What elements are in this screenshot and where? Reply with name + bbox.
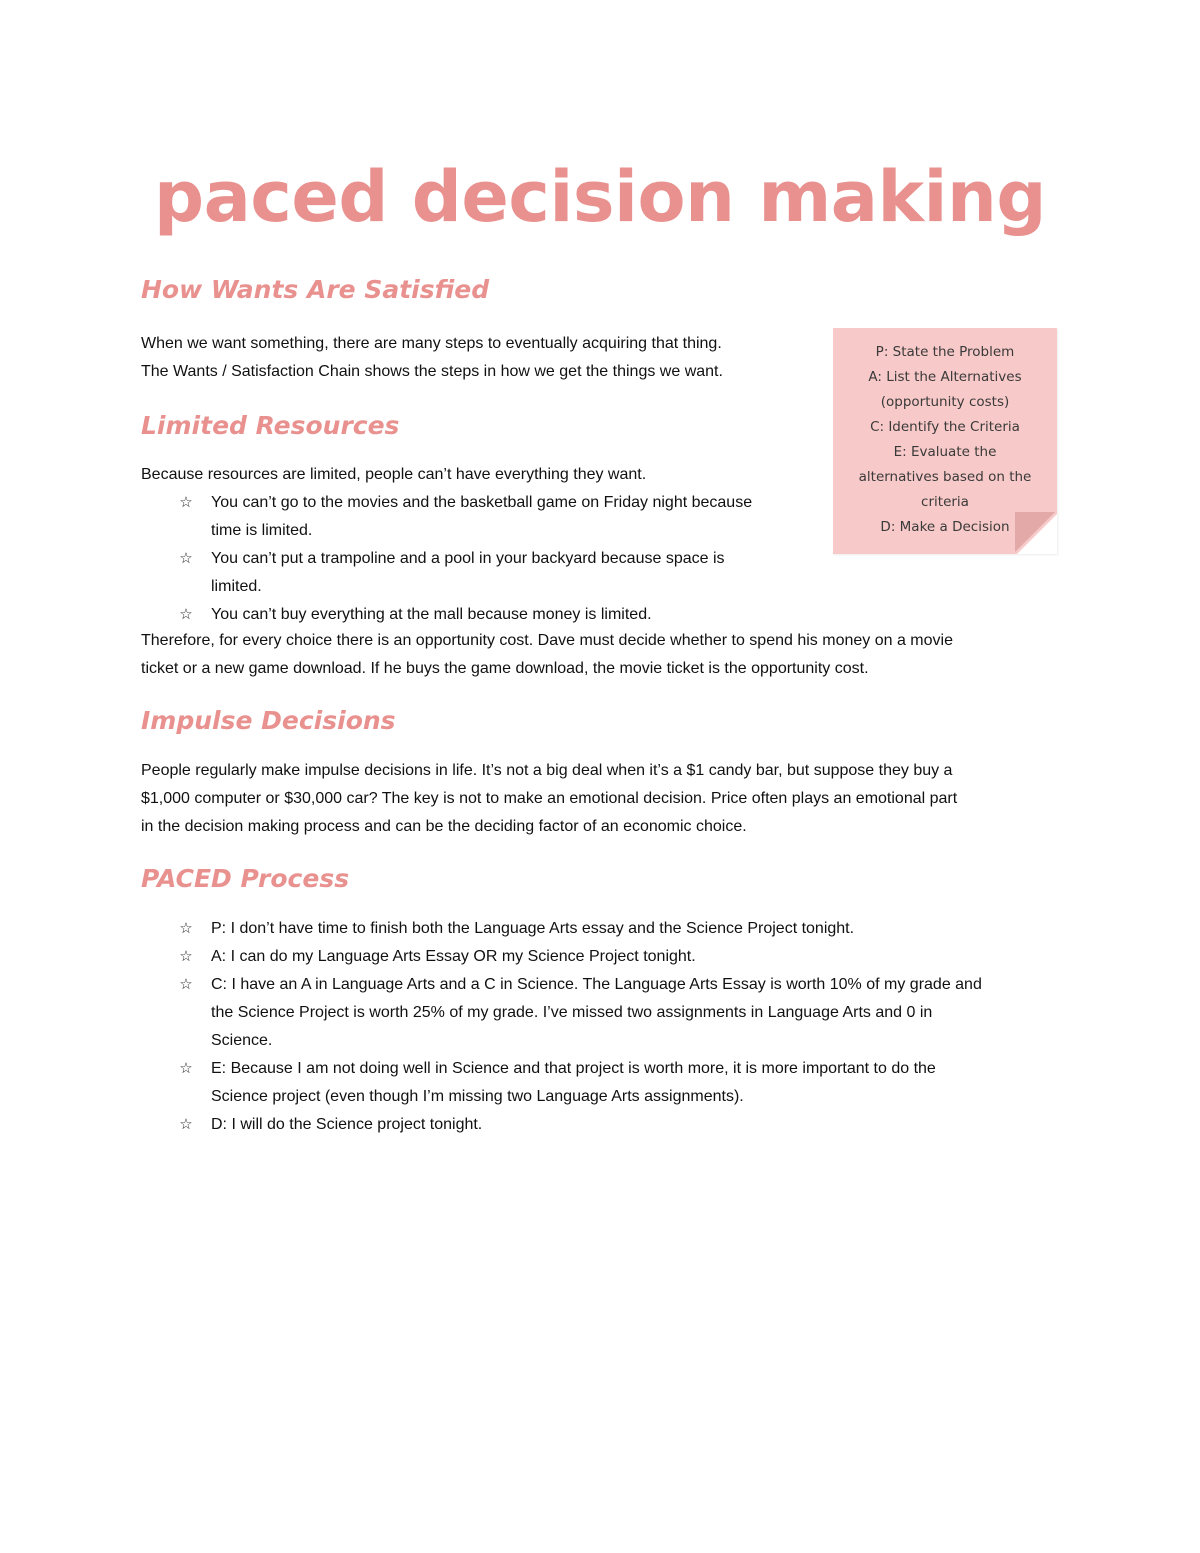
page-title: paced decision making — [154, 156, 1046, 238]
wants-line-1: When we want something, there are many steps to eventually acquiring that thing. — [141, 335, 722, 352]
star-outline-icon: ☆ — [179, 1060, 193, 1077]
limited-intro: Because resources are limited, people can’t have everything they want. — [141, 466, 647, 483]
star-outline-icon: ☆ — [179, 948, 193, 965]
note-line: alternatives based on the — [858, 469, 1032, 485]
paced-sticky-note — [833, 328, 1057, 554]
star-outline-icon: ☆ — [179, 920, 193, 937]
list-item: ☆ C: I have an A in Language Arts and a C in Science. The Language Arts Essay is worth 10% of my grade and the Science Project is worth 25% of my grade. I’ve missed two assignments in Language Arts and 0 in Science. — [141, 971, 1071, 1055]
heading-limited-resources: Limited Resources — [141, 411, 400, 440]
impulse-paragraph: People regularly make impulse decisions in life. It’s not a big deal when it’s a $1 candy bar, but suppose they buy a $1,000 computer or $30,000 car? The key is not to make an emotional decision. Price often plays an emotional part in the decision making process and can be the deciding factor of an economic choice. — [141, 762, 958, 835]
list-item: ☆ You can’t put a trampoline and a pool in your backyard because space is limited. — [141, 545, 841, 601]
note-line: criteria — [921, 494, 969, 510]
wants-line-2: The Wants / Satisfaction Chain shows the steps in how we get the things we want. — [141, 363, 723, 380]
list-item: ☆ D: I will do the Science project tonight. — [141, 1111, 1071, 1139]
note-line: C: Identify the Criteria — [870, 419, 1020, 435]
star-outline-icon: ☆ — [179, 494, 193, 511]
page-curl-fold — [1015, 512, 1055, 552]
list-item: ☆ E: Because I am not doing well in Science and that project is worth more, it is more important to do the Science project (even though I’m missing two Language Arts assignments). — [141, 1055, 1071, 1111]
note-line: (opportunity costs) — [880, 394, 1010, 410]
list-item: ☆ You can’t buy everything at the mall because money is limited. — [141, 601, 841, 629]
heading-paced-process: PACED Process — [141, 864, 350, 893]
list-item: ☆ You can’t go to the movies and the basketball game on Friday night because time is limited. — [141, 489, 841, 545]
note-line: E: Evaluate the — [893, 444, 997, 460]
paced-bullet-list — [141, 915, 1071, 1139]
wants-paragraph — [141, 330, 723, 386]
list-item: ☆ A: I can do my Language Arts Essay OR my Science Project tonight. — [141, 943, 1071, 971]
note-line: A: List the Alternatives — [868, 369, 1022, 385]
star-outline-icon: ☆ — [179, 550, 193, 567]
limited-bullet-list — [141, 489, 841, 629]
note-line: P: State the Problem — [875, 344, 1015, 360]
note-line: D: Make a Decision — [880, 519, 1010, 535]
star-outline-icon: ☆ — [179, 1116, 193, 1133]
list-item: ☆ P: I don’t have time to finish both the Language Arts essay and the Science Project tonight. — [141, 915, 1071, 943]
heading-impulse-decisions: Impulse Decisions — [141, 706, 396, 735]
star-outline-icon: ☆ — [179, 606, 193, 623]
star-outline-icon: ☆ — [179, 976, 193, 993]
heading-how-wants-are-satisfied: How Wants Are Satisfied — [141, 275, 490, 304]
opportunity-cost-paragraph: Therefore, for every choice there is an opportunity cost. Dave must decide whether to spend his money on a movie ticket or a new game download. If he buys the game download, the movie ticket is the opportunity cost. — [141, 632, 953, 677]
